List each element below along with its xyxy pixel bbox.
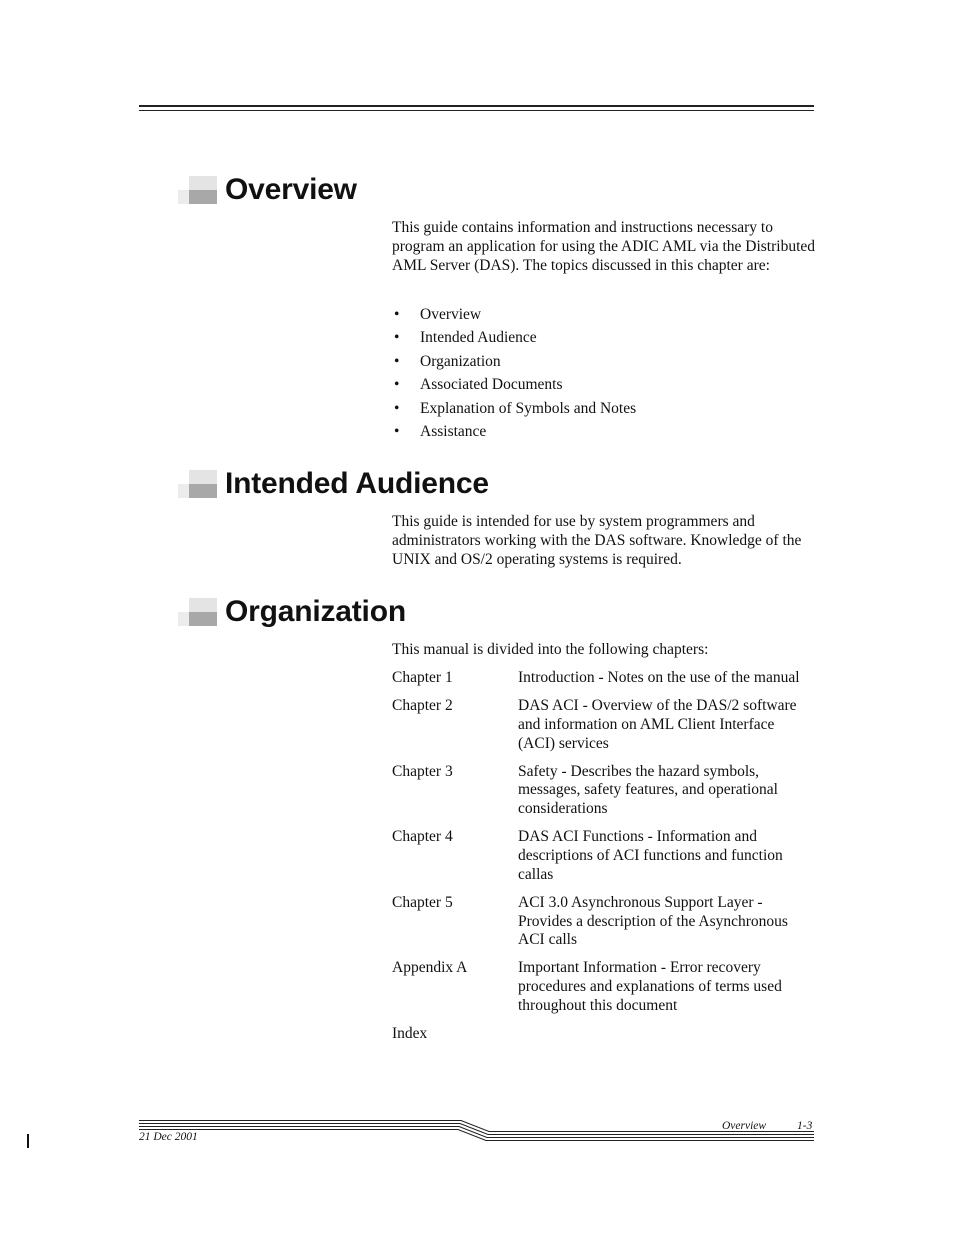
overview-heading — [178, 173, 357, 207]
overview-paragraph: This guide contains information and instructions necessary to program an application for using the ADIC AML via the Distributed AML Server (DAS). The topics discussed in this chapter are: — [392, 219, 816, 274]
chapter-table — [392, 669, 817, 1053]
table-row — [392, 894, 817, 950]
heading-marker-icon — [178, 470, 218, 498]
footer-rule — [139, 1118, 814, 1144]
list-item: • Associated Documents — [394, 376, 563, 394]
page-number: 1-3 — [797, 1120, 813, 1132]
chapter-label: Chapter 3 — [392, 762, 453, 780]
bullet-icon: • — [394, 329, 400, 347]
table-row — [392, 669, 817, 688]
list-item: • Explanation of Symbols and Notes — [394, 399, 637, 417]
bullet-icon: • — [394, 306, 400, 323]
intended-audience-paragraph: This guide is intended for use by system programmers and administrators working with the DAS software. Knowledge of the UNIX and OS/2 operating systems is required. — [392, 513, 802, 568]
bullet-icon: • — [394, 399, 400, 417]
list-item: • Assistance — [394, 422, 487, 440]
chapter-label: Chapter 1 — [392, 669, 453, 686]
table-row — [392, 1025, 817, 1044]
chapter-description: Important Information - Error recovery procedures and explanations of terms used throughout this document — [518, 959, 782, 1014]
chapter-label: Appendix A — [392, 959, 468, 977]
heading-marker-icon — [178, 598, 218, 626]
table-row — [392, 763, 817, 819]
bullet-icon: • — [394, 352, 400, 370]
chapter-label: Chapter 2 — [392, 696, 453, 714]
footer-section-name: Overview — [722, 1120, 767, 1132]
chapter-description: Safety - Describes the hazard symbols, messages, safety features, and operational considerations — [518, 762, 778, 818]
bullet-icon: • — [394, 422, 400, 440]
bullet-icon: • — [394, 376, 400, 394]
table-row — [392, 959, 817, 1015]
chapter-description: DAS ACI - Overview of the DAS/2 software and information on AML Client Interface (ACI) services — [518, 696, 797, 752]
chapter-description — [518, 1025, 814, 1044]
change-bar — [27, 1134, 29, 1148]
topics-list — [392, 306, 817, 446]
footer-date: 21 Dec 2001 — [139, 1131, 198, 1143]
chapter-description: ACI 3.0 Asynchronous Support Layer - Provides a description of the Asynchronous ACI calls — [518, 893, 788, 949]
intended-audience-heading-text: Intended Audience — [225, 467, 489, 500]
chapter-label: Chapter 4 — [392, 828, 453, 846]
organization-intro: This manual is divided into the following chapters: — [392, 641, 709, 658]
list-item: • Intended Audience — [394, 329, 537, 347]
heading-marker-icon — [178, 176, 218, 204]
chapter-description: DAS ACI Functions - Information and descriptions of ACI functions and function callas — [518, 828, 783, 883]
table-row — [392, 697, 817, 753]
table-row — [392, 828, 817, 884]
chapter-label: Chapter 5 — [392, 893, 453, 911]
overview-heading-text: Overview — [225, 173, 357, 206]
list-item: • Organization — [394, 352, 501, 370]
header-rule — [139, 105, 814, 111]
chapter-label: Index — [392, 1024, 428, 1042]
intended-audience-heading — [178, 467, 489, 501]
list-item: • Overview — [394, 306, 482, 323]
organization-heading — [178, 595, 406, 629]
chapter-description: Introduction - Notes on the use of the manual — [518, 669, 800, 686]
organization-heading-text: Organization — [225, 595, 406, 628]
